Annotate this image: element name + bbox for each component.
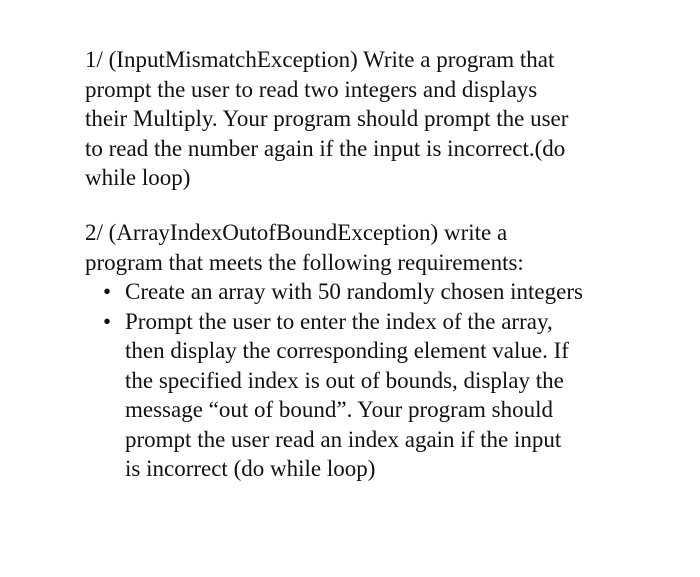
question-1-line: 1/ (InputMismatchException) Write a program that bbox=[85, 47, 555, 72]
bullet-2-continuation: message “out of bound”. Your program should bbox=[125, 397, 554, 422]
bullet-2-continuation: then display the corresponding element value. If bbox=[125, 338, 569, 363]
bullet-item-1 bbox=[85, 277, 583, 307]
bullet-2-text: Prompt the user to enter the index of the array, bbox=[125, 308, 553, 334]
question-2-line: 2/ (ArrayIndexOutofBoundException) write a bbox=[85, 220, 508, 245]
question-2-line: program that meets the following requirements: bbox=[85, 249, 524, 275]
bullet-icon: • bbox=[103, 308, 112, 334]
question-1-line: while loop) bbox=[85, 165, 191, 190]
bullet-icon: • bbox=[103, 279, 112, 304]
bullet-2-continuation: is incorrect (do while loop) bbox=[125, 456, 376, 481]
bullet-1-text: Create an array with 50 randomly chosen integers bbox=[125, 279, 583, 304]
question-2 bbox=[85, 218, 583, 484]
question-1 bbox=[85, 45, 568, 193]
bullet-2-continuation: the specified index is out of bounds, display the bbox=[125, 367, 564, 393]
question-1-line: their Multiply. Your program should prompt the user bbox=[85, 106, 569, 131]
bullet-item-2 bbox=[85, 307, 583, 337]
bullet-2-continuation: prompt the user read an index again if the input bbox=[125, 426, 562, 452]
question-1-line: to read the number again if the input is incorrect.(do bbox=[85, 135, 566, 161]
question-1-line: prompt the user to read two integers and displays bbox=[85, 76, 538, 102]
